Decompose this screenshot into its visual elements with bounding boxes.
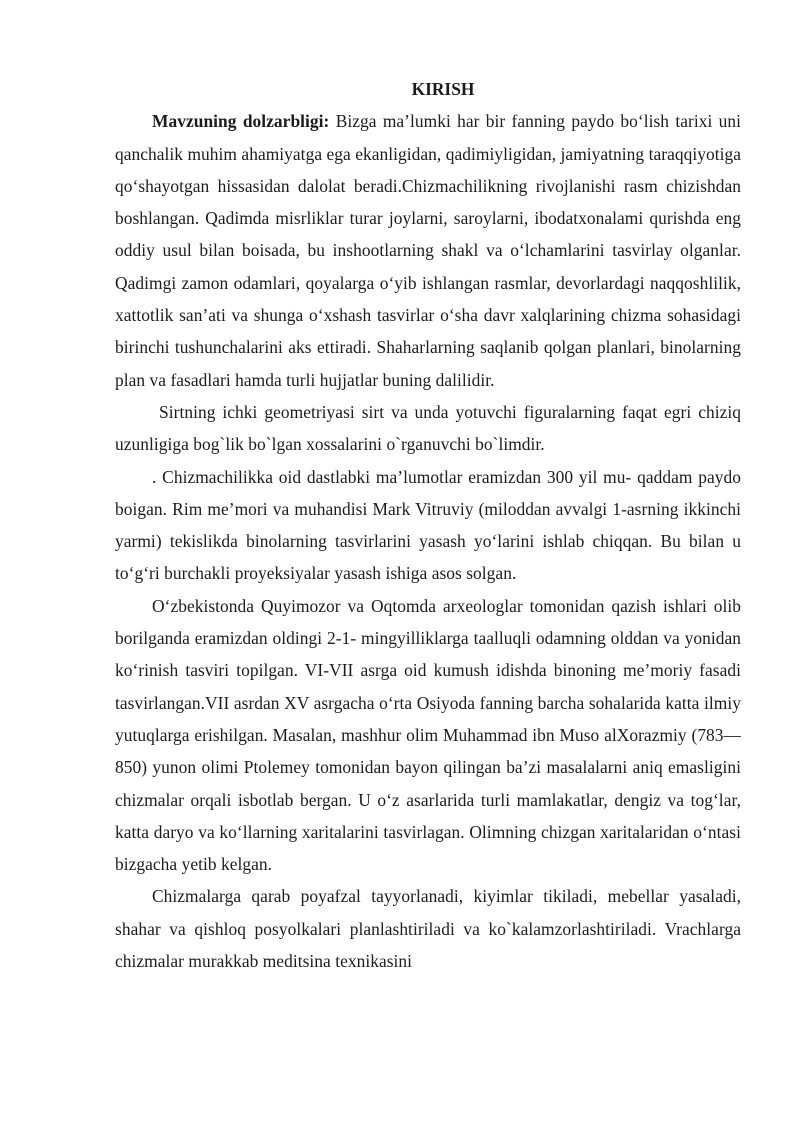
paragraph-relevance — [115, 105, 741, 396]
paragraph-uzbekistan-history — [115, 590, 741, 881]
paragraph-text: O‘zbekistonda Quyimozor va Oqtomda arxeologlar tomonidan qazish ishlari olib borilganda eramizdan oldingi 2-1- mingyilliklarga taalluqli odamning olddan va yonidan ko‘rinish tasviri topilgan. VI-VII asrga oid kumush idishda binoning me’moriy fasadi tasvirlangan.VII asrdan XV asrgacha o‘rta Osiyoda fanning barcha sohalarida katta ilmiy yutuqlarga erishilgan. Masalan, mashhur olim Muhammad ibn Muso alXorazmiy (783—850) yunon olimi Ptolemey tomonidan bayon qilingan ba’zi masalalarni aniq emasligini chizmalar orqali isbotlab bergan. U o‘z asarlarida turli mamlakatlar, dengiz va tog‘lar, katta daryo va ko‘llarning xaritalarini tasvirlagan. Olimning chizgan xaritalaridan o‘ntasi bizgacha yetib kelgan. — [115, 595, 741, 875]
paragraph-text: . Chizmachilikka oid dastlabki ma’lumotlar eramizdan 300 yil mu- qaddam paydo boigan. Rim me’mori va muhandisi Mark Vitruviy (miloddan avvalgi 1-asrning ikkinchi yarmi) tekislikda binolarning tasvirlarini yasash yo‘larini ishlab chiqqan. Bu bilan u to‘g‘ri burchakli proyeksiyalar yasash ishiga asos solgan. — [115, 466, 741, 584]
paragraph-surface-geometry — [115, 396, 741, 461]
document-body — [115, 73, 741, 977]
paragraph-lead: Mavzuning dolzarbligi: — [152, 111, 330, 132]
paragraph-early-drawing — [115, 461, 741, 590]
paragraph-text: Chizmalarga qarab poyafzal tayyorlanadi, kiyimlar tikiladi, mebellar yasaladi, shahar va qishloq posyolkalari planlashtiriladi va ko`kalamzorlashtiriladi. Vrachlarga chizmalar murakkab meditsina texnikasini — [115, 886, 741, 972]
paragraph-applications — [115, 880, 741, 977]
page-title: KIRISH — [411, 79, 475, 99]
paragraph-text: Sirtning ichki geometriyasi sirt va unda yotuvchi figuralarning faqat egri chiziq uzunligiga bog`lik bo`lgan xossalarini o`rganuvchi bo`limdir. — [115, 401, 741, 455]
paragraph-text: Bizga ma’lumki har bir fanning paydo bo‘lish tarixi uni qanchalik muhim ahamiyatga ega ekanligidan, qadimiyligidan, jamiyatning taraqqiyotiga qo‘shayotgan hissasidan dalolat beradi.Chizmachilikning rivojlanishi rasm chizishdan boshlangan. Qadimda misrliklar turar joylarni, saroylarni, ibodatxonalami qurishda eng oddiy usul bilan boisada, bu inshootlarning shakl va o‘lchamlarini tasvirlay olganlar. Qadimgi zamon odamlari, qoyalarga o‘yib ishlangan rasmlar, devorlardagi naqqoshlilik, xattotlik san’ati va shunga o‘xshash tasvirlar o‘sha davr xalqlarining chizma sohasidagi birinchi tushunchalarini aks ettiradi. Shaharlarning saqlanib qolgan planlari, binolarning plan va fasadlari hamda turli hujjatlar buning dalilidir. — [115, 111, 741, 390]
